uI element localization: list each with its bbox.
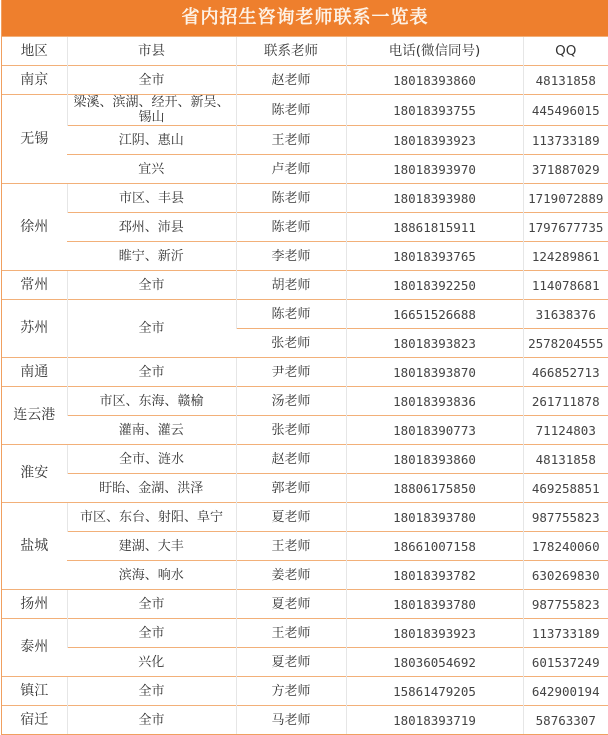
phone-cell: 18018393870 [346, 358, 523, 387]
phone-cell: 18018393823 [346, 329, 523, 358]
region-cell: 镇江 [2, 677, 67, 706]
region-cell: 淮安 [2, 445, 67, 503]
county-cell: 江阴、惠山 [67, 126, 236, 155]
teacher-cell: 陈老师 [236, 95, 346, 126]
phone-cell: 18018393860 [346, 66, 523, 95]
qq-cell: 58763307 [523, 706, 608, 735]
county-cell: 市区、东台、射阳、阜宁 [67, 503, 236, 532]
region-cell: 盐城 [2, 503, 67, 590]
phone-cell: 18861815911 [346, 213, 523, 242]
phone-cell: 15861479205 [346, 677, 523, 706]
qq-cell: 601537249 [523, 648, 608, 677]
county-cell: 盱眙、金湖、洪泽 [67, 474, 236, 503]
qq-cell: 113733189 [523, 619, 608, 648]
table-row [2, 271, 608, 300]
header-phone: 电话(微信同号) [346, 37, 523, 66]
teacher-cell: 夏老师 [236, 503, 346, 532]
teacher-cell: 陈老师 [236, 184, 346, 213]
region-cell: 徐州 [2, 184, 67, 271]
qq-cell: 987755823 [523, 503, 608, 532]
qq-cell: 2578204555 [523, 329, 608, 358]
header-region: 地区 [2, 37, 67, 66]
header-county: 市县 [67, 37, 236, 66]
table-row [2, 213, 608, 242]
county-cell: 市区、丰县 [67, 184, 236, 213]
county-cell: 全市 [67, 300, 236, 358]
teacher-cell: 胡老师 [236, 271, 346, 300]
phone-cell: 18018393970 [346, 155, 523, 184]
table-row [2, 126, 608, 155]
county-cell: 市区、东海、赣榆 [67, 387, 236, 416]
county-cell: 全市 [67, 358, 236, 387]
table-row [2, 416, 608, 445]
teacher-cell: 王老师 [236, 619, 346, 648]
phone-cell: 18018393923 [346, 619, 523, 648]
county-cell: 全市 [67, 271, 236, 300]
county-cell: 全市 [67, 619, 236, 648]
county-cell: 宜兴 [67, 155, 236, 184]
teacher-cell: 夏老师 [236, 648, 346, 677]
qq-cell: 261711878 [523, 387, 608, 416]
qq-cell: 114078681 [523, 271, 608, 300]
phone-cell: 18018393836 [346, 387, 523, 416]
qq-cell: 124289861 [523, 242, 608, 271]
region-cell: 南京 [2, 66, 67, 95]
table-row [2, 532, 608, 561]
table-row [2, 619, 608, 648]
teacher-cell: 郭老师 [236, 474, 346, 503]
teacher-cell: 王老师 [236, 532, 346, 561]
qq-cell: 48131858 [523, 66, 608, 95]
table-row [2, 503, 608, 532]
table-row [2, 445, 608, 474]
table-row [2, 387, 608, 416]
qq-cell: 445496015 [523, 95, 608, 126]
table-row [2, 677, 608, 706]
teacher-cell: 陈老师 [236, 300, 346, 329]
county-cell: 灌南、灌云 [67, 416, 236, 445]
qq-cell: 630269830 [523, 561, 608, 590]
qq-cell: 71124803 [523, 416, 608, 445]
county-cell: 兴化 [67, 648, 236, 677]
header-teacher: 联系老师 [236, 37, 346, 66]
region-cell: 无锡 [2, 95, 67, 184]
qq-cell: 642900194 [523, 677, 608, 706]
phone-cell: 18661007158 [346, 532, 523, 561]
phone-cell: 18018393860 [346, 445, 523, 474]
teacher-cell: 汤老师 [236, 387, 346, 416]
qq-cell: 178240060 [523, 532, 608, 561]
teacher-cell: 马老师 [236, 706, 346, 735]
qq-cell: 48131858 [523, 445, 608, 474]
county-cell: 滨海、响水 [67, 561, 236, 590]
region-cell: 扬州 [2, 590, 67, 619]
phone-cell: 18018393765 [346, 242, 523, 271]
teacher-cell: 赵老师 [236, 445, 346, 474]
teacher-cell: 方老师 [236, 677, 346, 706]
header-qq: QQ [523, 37, 608, 66]
phone-cell: 18018393780 [346, 503, 523, 532]
table-row [2, 561, 608, 590]
county-cell: 全市、涟水 [67, 445, 236, 474]
teacher-cell: 尹老师 [236, 358, 346, 387]
teacher-cell: 夏老师 [236, 590, 346, 619]
table-row [2, 474, 608, 503]
table-row [2, 66, 608, 95]
teacher-cell: 王老师 [236, 126, 346, 155]
region-cell: 泰州 [2, 619, 67, 677]
qq-cell: 466852713 [523, 358, 608, 387]
county-cell: 全市 [67, 706, 236, 735]
teacher-cell: 赵老师 [236, 66, 346, 95]
table-title: 省内招生咨询老师联系一览表 [2, 0, 608, 36]
contact-table-container [1, 0, 608, 735]
teacher-cell: 卢老师 [236, 155, 346, 184]
qq-cell: 371887029 [523, 155, 608, 184]
table-row [2, 706, 608, 735]
teacher-cell: 张老师 [236, 329, 346, 358]
table-row [2, 184, 608, 213]
region-cell: 苏州 [2, 300, 67, 358]
region-cell: 宿迁 [2, 706, 67, 735]
phone-cell: 18018393782 [346, 561, 523, 590]
table-row [2, 242, 608, 271]
region-cell: 南通 [2, 358, 67, 387]
phone-cell: 18806175850 [346, 474, 523, 503]
phone-cell: 18018393755 [346, 95, 523, 126]
qq-cell: 113733189 [523, 126, 608, 155]
region-cell: 常州 [2, 271, 67, 300]
phone-cell: 18018392250 [346, 271, 523, 300]
table-row [2, 590, 608, 619]
header-row [2, 37, 608, 66]
contact-table [2, 36, 608, 734]
phone-cell: 18018393923 [346, 126, 523, 155]
county-cell: 全市 [67, 677, 236, 706]
teacher-cell: 姜老师 [236, 561, 346, 590]
teacher-cell: 李老师 [236, 242, 346, 271]
region-cell: 连云港 [2, 387, 67, 445]
qq-cell: 987755823 [523, 590, 608, 619]
table-row [2, 358, 608, 387]
qq-cell: 1719072889 [523, 184, 608, 213]
phone-cell: 18018390773 [346, 416, 523, 445]
county-cell: 梁溪、滨湖、经开、新吴、锡山 [67, 95, 236, 126]
table-row [2, 155, 608, 184]
table-row [2, 300, 608, 329]
phone-cell: 18018393719 [346, 706, 523, 735]
county-cell: 邳州、沛县 [67, 213, 236, 242]
county-cell: 全市 [67, 66, 236, 95]
qq-cell: 469258851 [523, 474, 608, 503]
phone-cell: 18036054692 [346, 648, 523, 677]
teacher-cell: 陈老师 [236, 213, 346, 242]
county-cell: 建湖、大丰 [67, 532, 236, 561]
qq-cell: 31638376 [523, 300, 608, 329]
phone-cell: 16651526688 [346, 300, 523, 329]
county-cell: 睢宁、新沂 [67, 242, 236, 271]
table-row [2, 95, 608, 126]
qq-cell: 1797677735 [523, 213, 608, 242]
table-row [2, 648, 608, 677]
phone-cell: 18018393780 [346, 590, 523, 619]
teacher-cell: 张老师 [236, 416, 346, 445]
phone-cell: 18018393980 [346, 184, 523, 213]
county-cell: 全市 [67, 590, 236, 619]
